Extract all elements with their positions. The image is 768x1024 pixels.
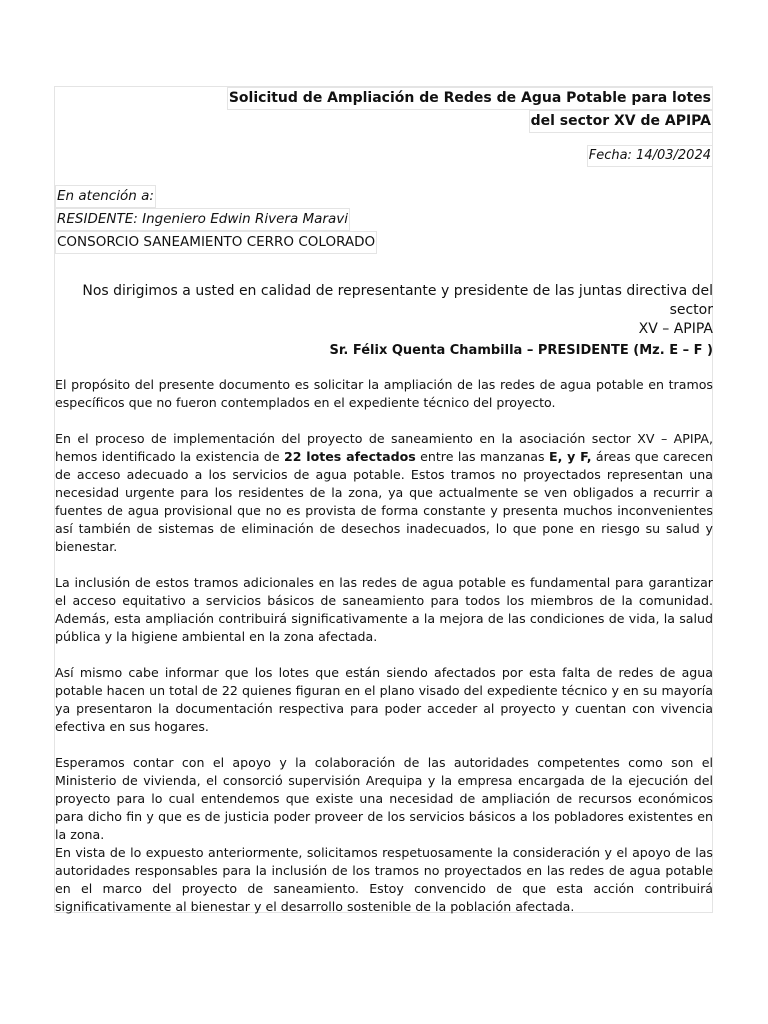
attention-company: CONSORCIO SANEAMIENTO CERRO COLORADO — [55, 231, 377, 254]
intro-paragraph — [55, 282, 713, 339]
para2-text-c: entre las manzanas — [415, 449, 549, 464]
date-text: Fecha: 14/03/2024 — [587, 145, 713, 167]
intro-line-2: XV – APIPA — [638, 321, 713, 337]
paragraph-affected-lots: Así mismo cabe informar que los lotes que están siendo afectados por esta falta de redes de agua potable hacen un total de 22 quienes figuran en el plano visado del expediente técnico y en su mayoría ya presentaron la documentación respectiva para poder acceder al proyecto y cuentan con vivencia efectiva en sus hogares. — [55, 665, 713, 734]
para2-bold-blocks: E, y F, — [548, 449, 592, 464]
document-date — [587, 145, 713, 167]
attention-resident: RESIDENTE: Ingeniero Edwin Rivera Maravi — [55, 208, 350, 231]
paragraph-purpose: El propósito del presente documento es solicitar la ampliación de las redes de agua potable en tramos específicos que no fueron contemplados en el expediente técnico del proyecto. — [55, 377, 713, 410]
paragraph-inclusion: La inclusión de estos tramos adicionales en las redes de agua potable es fundamental para garantizar el acceso equitativo a servicios básicos de saneamiento para todos los miembros de la comunidad. Además, esta ampliación contribuirá significativamente a la mejora de las condiciones de vida, la salud pública y la higiene ambiental en la zona afectada. — [55, 575, 713, 644]
title-line-2: del sector XV de APIPA — [529, 110, 713, 133]
attention-block — [55, 185, 377, 254]
intro-line-1: Nos dirigimos a usted en calidad de representante y presidente de las juntas directiva del sector — [82, 283, 713, 318]
para2-bold-lots: 22 lotes afectados — [283, 449, 416, 464]
paragraph-conclusion: En vista de lo expuesto anteriormente, solicitamos respetuosamente la consideración y el apoyo de las autoridades responsables para la inclusión de los tramos no proyectados en las redes de agua potable en el marco del proyecto de saneamiento. Estoy convencido de que esta acción contribuirá significativamente al bienestar y el desarrollo sostenible de la población afectada. — [55, 845, 713, 914]
signer-line: Sr. Félix Quenta Chambilla – PRESIDENTE (Mz. E – F ) — [329, 343, 713, 358]
paragraph-support: Esperamos contar con el apoyo y la colaboración de las autoridades competentes como son el Ministerio de vivienda, el consorció supervisión Arequipa y la empresa encargada de la ejecución del proyecto para lo cual entendemos que existe una necesidad de ampliación de recursos económicos para dicho fin y que es de justicia poder proveer de los servicios básicos a los pobladores existentes en la zona. — [55, 755, 713, 842]
document-title — [227, 87, 713, 133]
title-line-1: Solicitud de Ampliación de Redes de Agua Potable para lotes — [227, 87, 713, 110]
para2-text-e: áreas que carecen de acceso adecuado a los servicios de agua potable. Estos tramos no proyectados representan una necesidad urgente para los residentes de la zona, ya que actualmente se ven obligados a recurrir a fuentes de agua provisional que no es provista de forma constante y presenta muchos inconvenientes así también de sistemas de eliminación de desechos inadecuados, lo que pone en riesgo su salud y bienestar. — [55, 449, 713, 554]
paragraph-process — [55, 430, 713, 556]
para2-text-a: En el proceso de implementación del proyecto de saneamiento en la asociación sector XV – APIPA, hemos identificado la existencia de — [55, 431, 713, 464]
attention-label: En atención a: — [55, 185, 156, 208]
